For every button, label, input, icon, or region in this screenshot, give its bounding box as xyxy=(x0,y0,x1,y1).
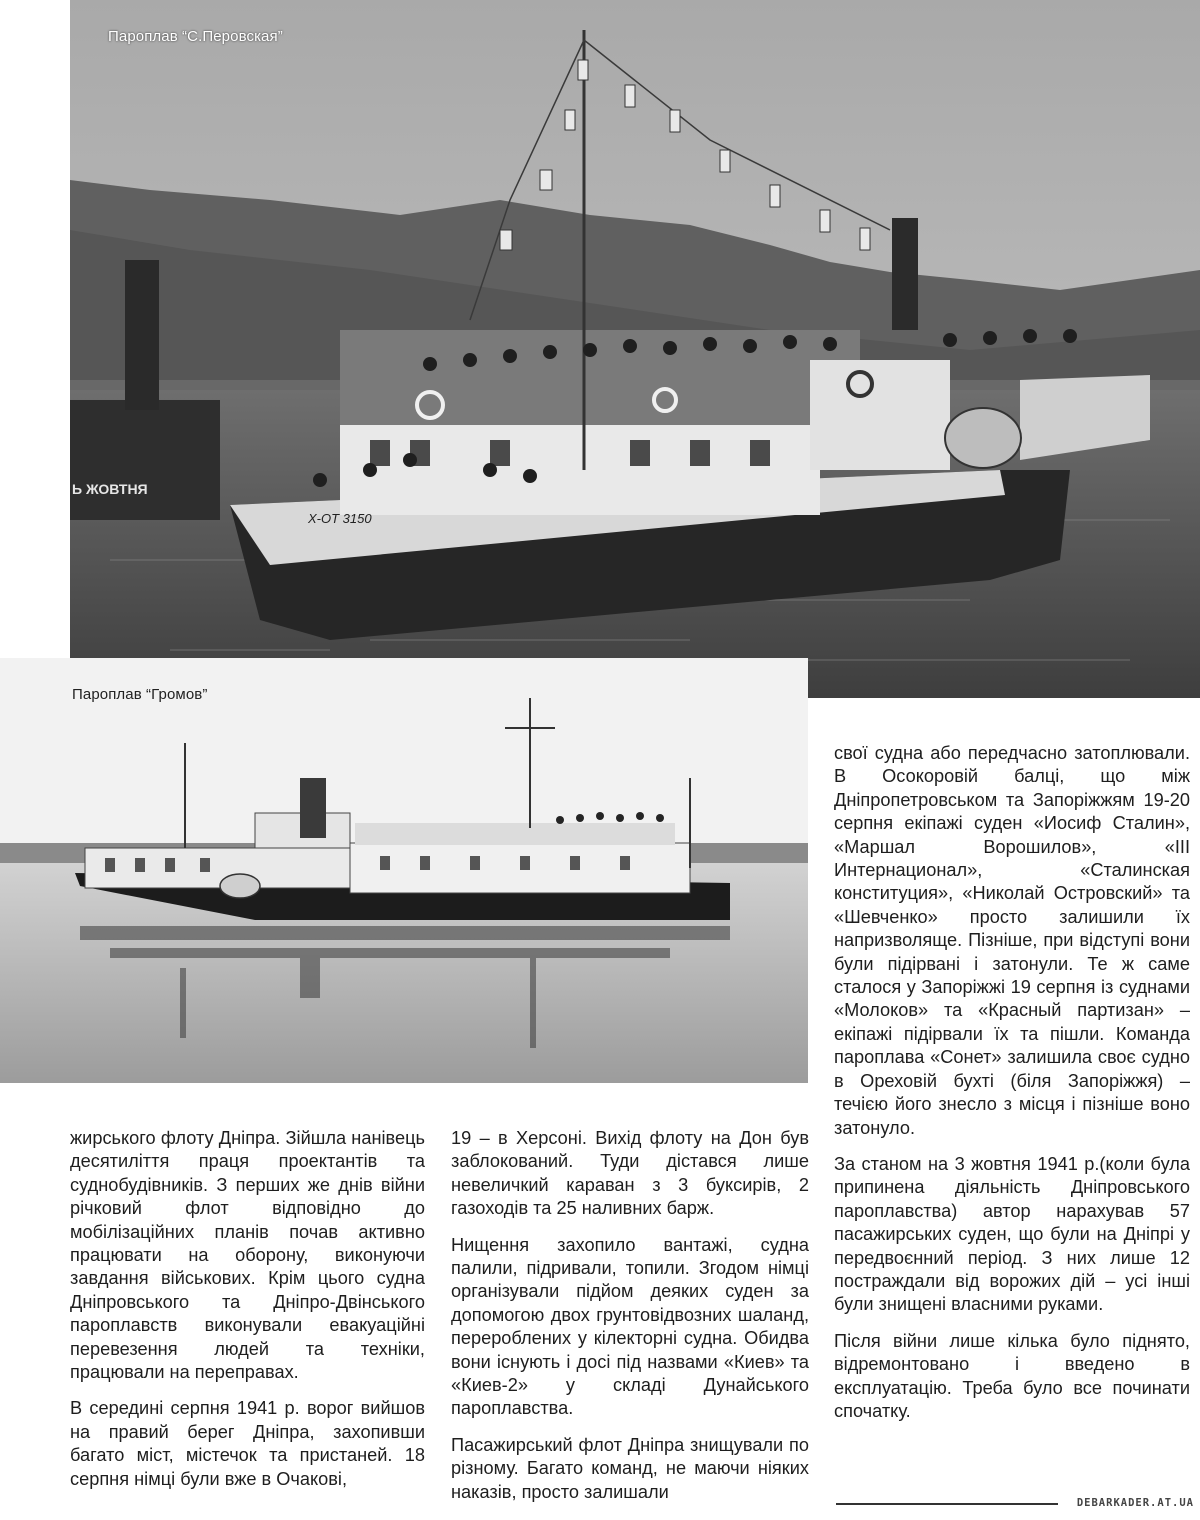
paragraph: жирського флоту Дніпра. Зійшла нанівець десятиліття праця проектантів та суднобудівників. З перших же днів війни річковий флот відповідно до мобілізаційних планів почав активно працювати на оборону, виконуючи завдання військових. Крім цього судна Дніпровського та Дніпро-Двінського пароплавств виконували евакуаційні перевезення людей та техніки, працювали на переправах. xyxy=(70,1128,425,1383)
paragraph: Пасажирський флот Дніпра знищували по різному. Багато команд, не маючи ніяких наказів, просто залишали xyxy=(451,1434,809,1502)
paragraph: В середині серпня 1941 р. ворог вийшов на правий берег Дніпра, захопивши багато міст, містечок та пристаней. 18 серпня німці були вже в Очакові, xyxy=(70,1398,425,1489)
steamship-gromov-illustration xyxy=(0,658,808,1083)
steamship-s-perovskaya-illustration xyxy=(70,0,1200,698)
hull-text-right: X-ОТ 3150 xyxy=(308,511,372,526)
hull-text-left: Ь ЖОВТНЯ xyxy=(72,481,148,497)
watermark: DEBARKADER.AT.UA xyxy=(1076,1497,1194,1509)
text-column-1 xyxy=(70,1127,425,1504)
paragraph: За станом на 3 жовтня 1941 р.(коли була припинена діяльність Дніпровського пароплавства) автор нарахував 57 пасажирських суден, що були на Дніпрі у передвоєнний період. З них лише 12 постраждали від ворожих дій – усі інші були знищені власними руками. xyxy=(834,1153,1190,1315)
photo-gromov xyxy=(0,658,808,1083)
caption-s-perovskaya: Пароплав “С.Перовская” xyxy=(108,28,283,45)
footer-rule xyxy=(836,1503,1058,1505)
paragraph: Нищення захопило вантажі, судна палили, підривали, топили. Згодом німці організували підйом деяких суден за допомогою двох грунтовідвозних шаланд, перероблених у кілекторні судна. Обидва вони існують і досі під назвами «Киев» та «Киев-2» у складі Дунайського пароплавства. xyxy=(451,1234,809,1419)
text-column-2 xyxy=(451,1127,809,1517)
photo-s-perovskaya xyxy=(70,0,1200,698)
paragraph: 19 – в Херсоні. Вихід флоту на Дон був заблокований. Туди дістався лише невеличкий караван з 3 буксирів, 2 газоходів та 25 наливних барж. xyxy=(451,1128,809,1219)
paragraph: свої судна або передчасно затоплювали. В Осокоровій балці, що між Дніпропетровськом та Запоріжжям 19-20 серпня екіпажі суден «Иосиф Сталин», «Маршал Ворошилов», «III Интернационал», «Сталинская конституция», «Николай Островский» та «Шевченко» просто залишили їх напризволяще. Пізніше, при відступі вони були підірвані і затонули. Те ж саме сталося у Запоріжжі 19 серпня із суднами «Молоков» та «Красный партизан» – екіпажі підірвали їх та пішли. Команда пароплава «Сонет» залишила своє судно в Ореховій бухті (біля Запоріжжя) – течією його знесло з місця і пізніше воно затонуло. xyxy=(834,743,1190,1138)
text-column-3 xyxy=(834,742,1190,1436)
paragraph: Після війни лише кілька було піднято, відремонтовано і введено в експлуатацію. Треба було все починати спочатку. xyxy=(834,1330,1190,1421)
caption-gromov: Пароплав “Громов” xyxy=(72,686,208,703)
